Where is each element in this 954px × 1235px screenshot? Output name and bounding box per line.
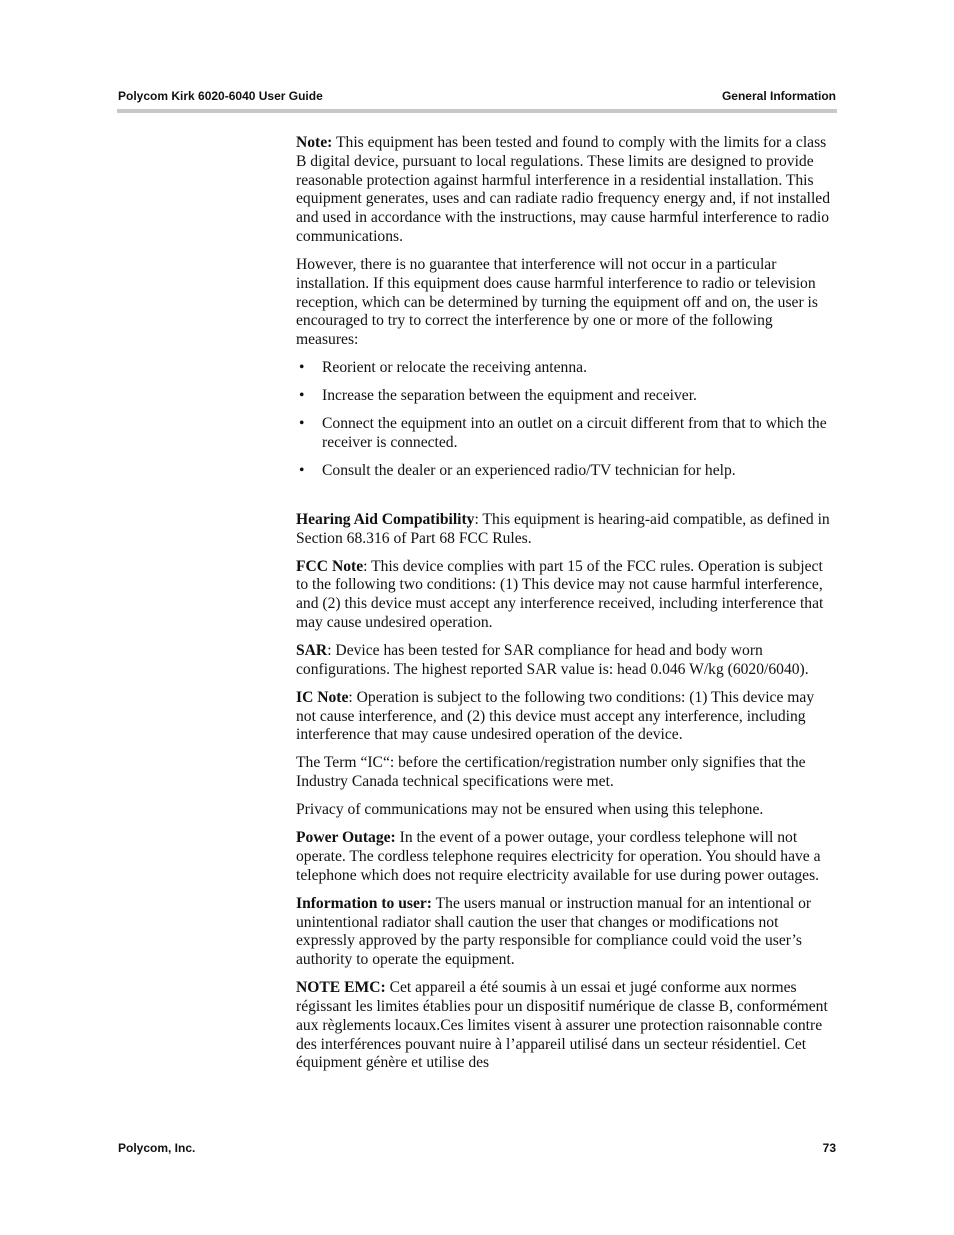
emc-text: Cet appareil a été soumis à un essai et jugé conforme aux normes régissant les limites établies pour un dispositif numérique de classe B, conformément aux règlements locaux.Ces limites visent à assurer une protection raisonnable contre des interférences pouvant nuire à l’appareil utilisé dans un secteur résidentiel. Cet équipment génère et utilise des [296,979,828,1072]
sar-text: : Device has been tested for SAR compliance for head and body worn configurations. The highest reported SAR value is: head 0.046 W/kg (6020/6040). [296,642,809,678]
bullet-glyph: • [299,415,305,433]
list-item [296,462,834,481]
ic-paragraph [296,689,834,745]
page-number: 73 [822,1141,836,1155]
power-outage-label: Power Outage: [296,829,396,847]
hac-label: Hearing Aid Compatibility [296,510,475,528]
power-outage-text: In the event of a power outage, your cordless telephone will not operate. The cordless telephone requires electricity for operation. You should have a telephone which does not require electricity available for use during power outages. [296,829,821,884]
hac-text: : This equipment is hearing-aid compatible, as defined in Section 68.316 of Part 68 FCC Rules. [296,510,830,547]
measures-list [296,359,834,481]
list-item-text: Reorient or relocate the receiving antenna. [322,359,587,377]
section-spacer [296,490,834,511]
however-paragraph: However, there is no guarantee that interference will not occur in a particular installation. If this equipment does cause harmful interference to radio or television reception, which can be determined by turning the equipment off and on, the user is encouraged to try to correct the interference by one or more of the following measures: [296,255,818,349]
fcc-label: FCC Note [296,557,364,575]
fcc-paragraph [296,558,834,633]
list-item [296,387,834,406]
note-text: This equipment has been tested and found to comply with the limits for a class B digital device, pursuant to local regulations. These limits are designed to provide reasonable protection against harmful interference in a residential installation. This equipment generates, uses and can radiate radio frequency energy and, if not installed and used in accordance with the instructions, may cause harmful interference to radio communications. [296,134,831,245]
page-body [296,134,834,1082]
bullet-glyph: • [299,387,305,405]
privacy-paragraph: Privacy of communications may not be ensured when using this telephone. [296,801,764,819]
sar-paragraph [296,642,834,680]
section-title: General Information [721,89,836,103]
list-item-text: Consult the dealer or an experienced radio/TV technician for help. [322,461,736,479]
note-paragraph [296,134,834,247]
list-item [296,359,834,378]
ic-label: IC Note [296,688,349,706]
emc-label: NOTE EMC: [296,979,386,997]
hac-paragraph [296,511,834,549]
list-item-text: Connect the equipment into an outlet on a circuit different from that to which the receiver is connected. [322,415,827,451]
list-item [296,415,834,453]
company-name: Polycom, Inc. [118,1141,196,1155]
sar-label: SAR [296,642,328,660]
info-user-paragraph [296,895,834,970]
ic-text: : Operation is subject to the following two conditions: (1) This device may not cause interference, and (2) this device must accept any interference, including interference that may cause undesired operation of the device. [296,688,815,744]
note-label: Note: [296,134,333,151]
document-title: Polycom Kirk 6020-6040 User Guide [118,89,323,103]
page-header [118,88,836,106]
fcc-text: : This device complies with part 15 of the FCC rules. Operation is subject to the following two conditions: (1) This device may not cause harmful interference, and (2) this device must accept any interference received, including interference that may cause undesired operation. [296,557,824,632]
bullet-glyph: • [299,359,305,377]
emc-paragraph [296,979,834,1073]
info-user-text: The users manual or instruction manual for an intentional or unintentional radiator shall caution the user that changes or modifications not expressly approved by the party responsible for compliance could void the user’s authority to operate the equipment. [296,894,812,969]
list-item-text: Increase the separation between the equipment and receiver. [322,387,697,405]
header-rule [117,109,837,113]
term-ic-paragraph: The Term “IC“: before the certification/registration number only signifies that the Industry Canada technical specifications were met. [296,754,806,791]
page-footer [118,1140,836,1158]
bullet-glyph: • [299,461,305,479]
power-outage-paragraph [296,829,834,885]
info-user-label: Information to user: [296,894,432,912]
